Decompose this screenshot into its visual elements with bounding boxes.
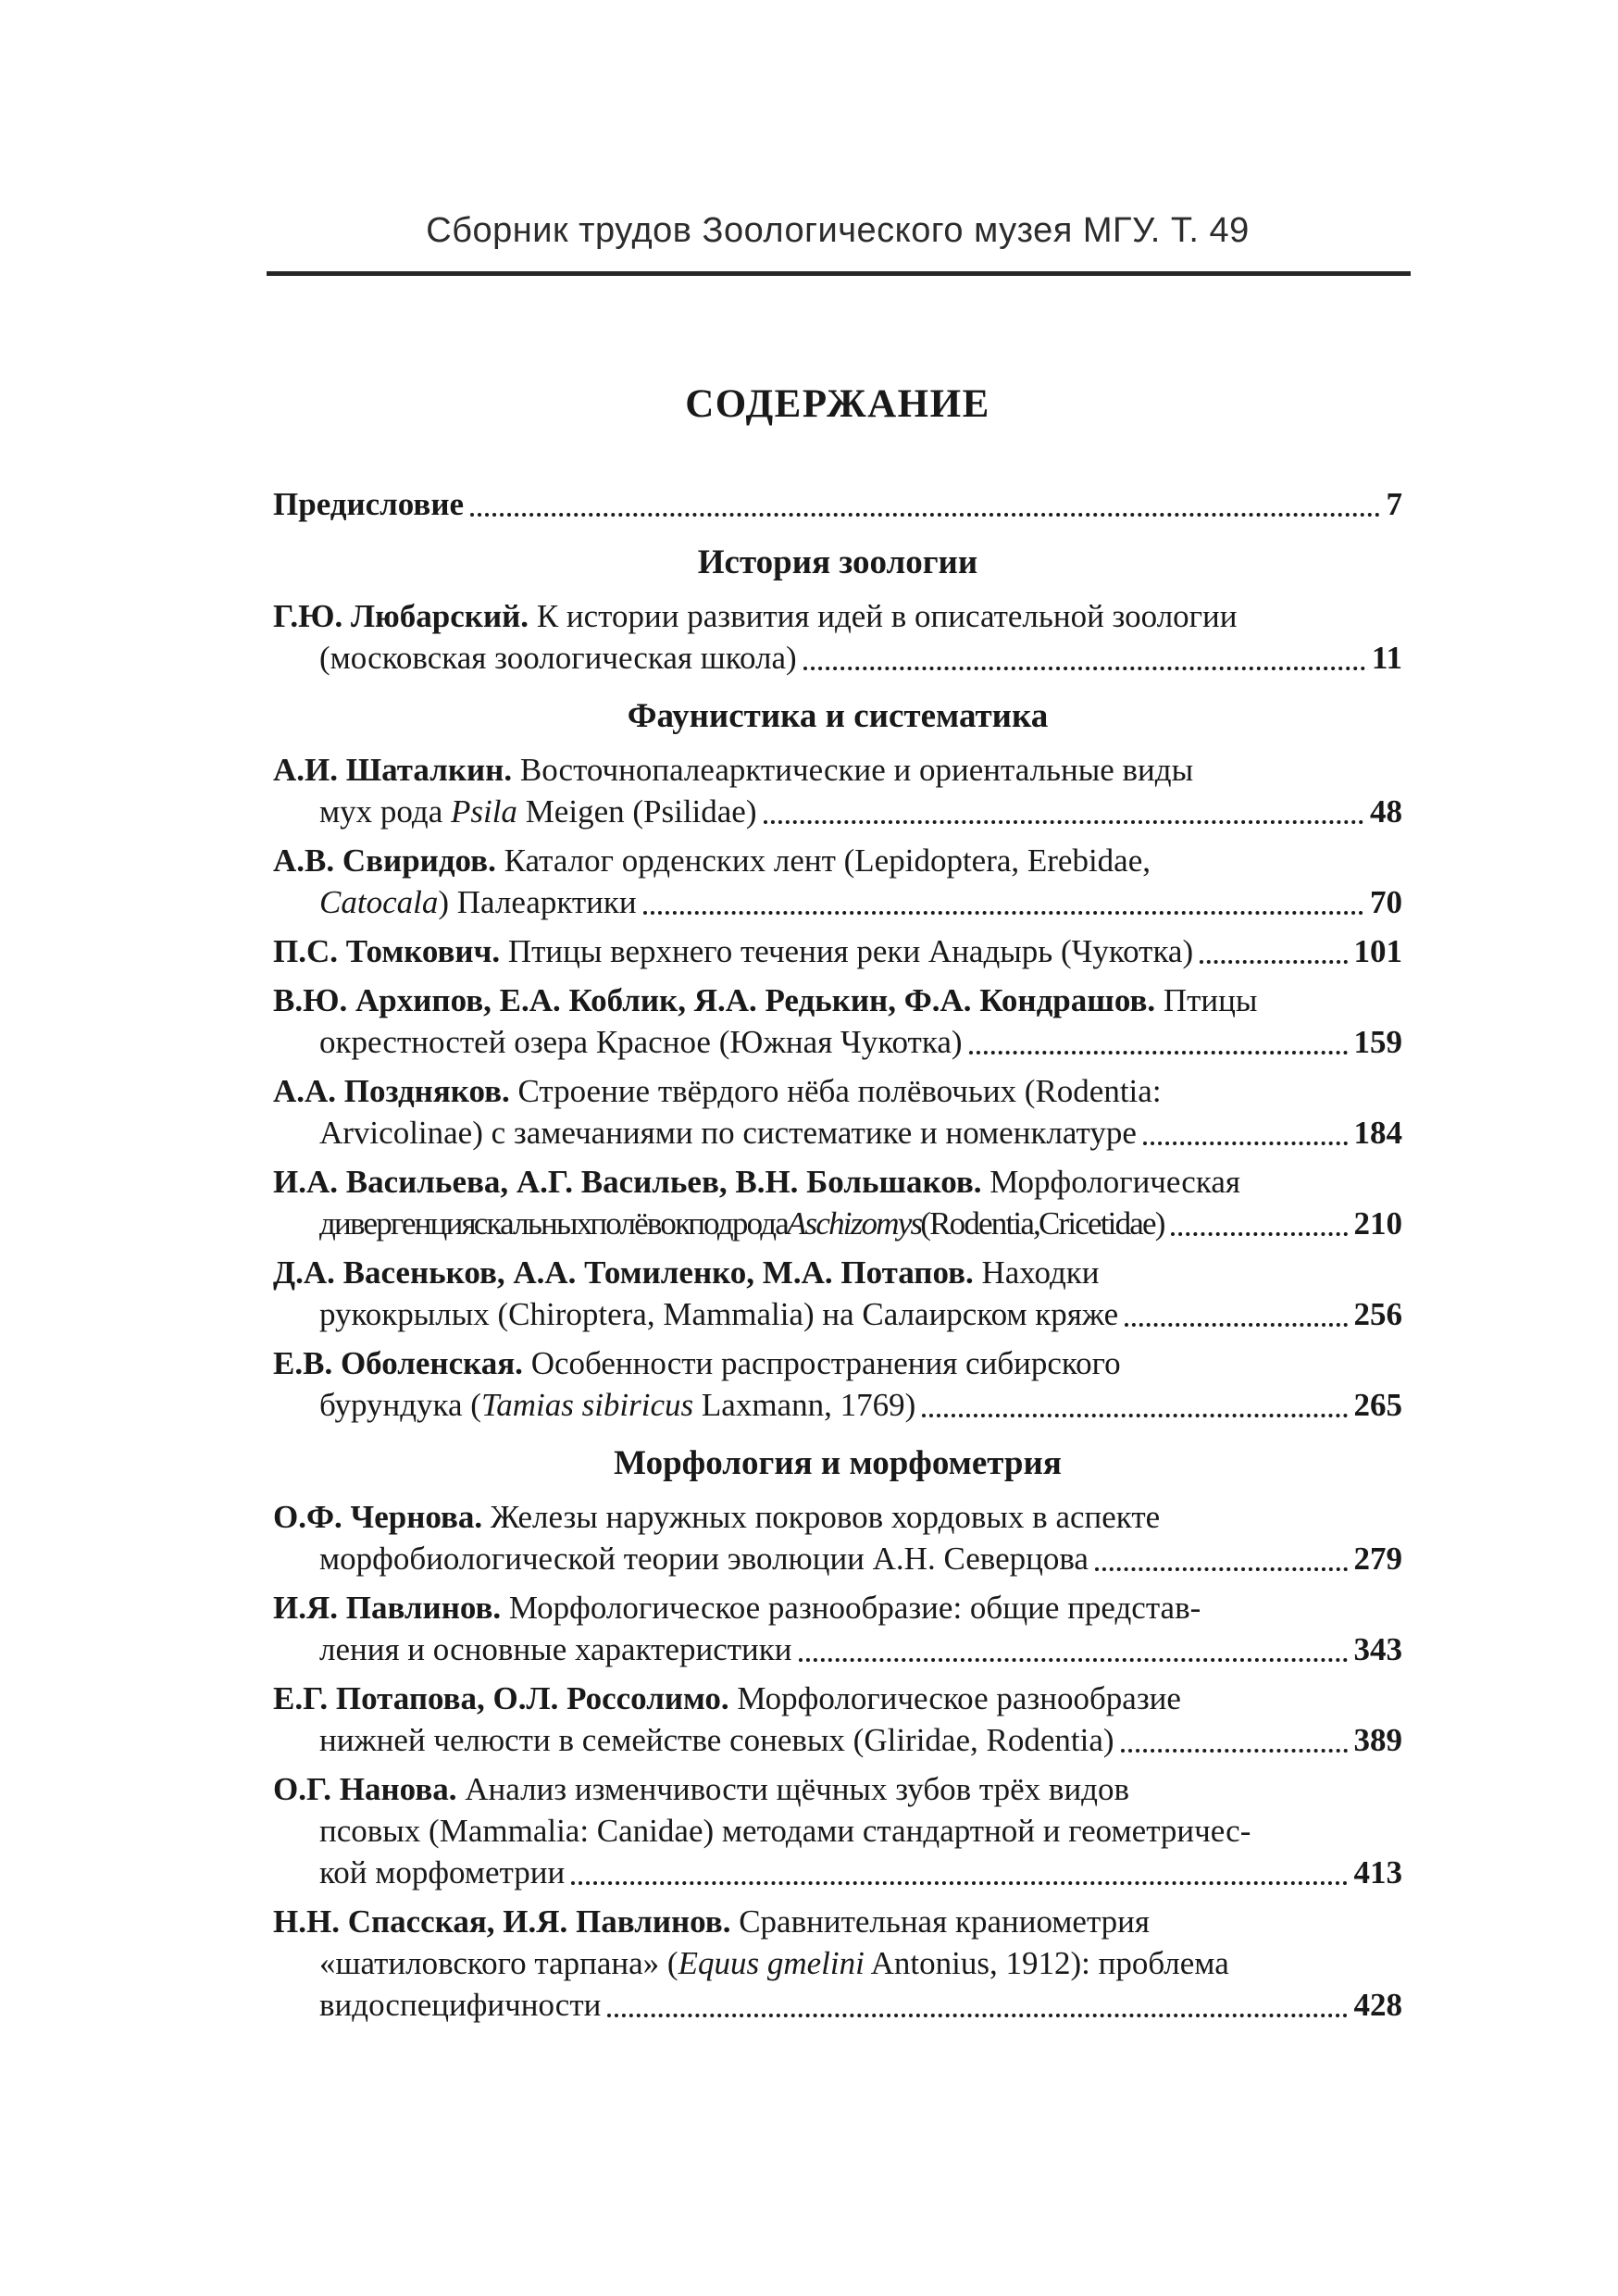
toc-entry-title: нижней челюсти в семействе соневых (Gliridae, Rodentia) xyxy=(319,1722,1114,1758)
toc-entry-authors: П.С. Томкович. xyxy=(273,933,501,969)
toc-line xyxy=(273,1021,1402,1063)
toc-entry-title: окрестностей озера Красное (Южная Чукотка) xyxy=(319,1024,963,1060)
toc-latin-name: Aschizomys xyxy=(786,1205,922,1242)
toc-entry-title: видоспецифичности xyxy=(319,1987,602,2023)
toc-line xyxy=(273,980,1402,1021)
toc-entry-authors: А.И. Шаталкин. xyxy=(273,752,513,788)
toc-page-number: 413 xyxy=(1353,1854,1402,1890)
toc-section-heading: Морфология и морфометрия xyxy=(614,1444,1062,1482)
toc-entry xyxy=(273,749,1402,832)
toc-entry-title: Meigen (Psilidae) xyxy=(517,793,757,830)
toc-entry-title: Морфологическая xyxy=(981,1164,1240,1200)
toc-dot-leader xyxy=(764,820,1364,824)
toc-entry-title: псовых (Mammalia: Canidae) методами стандартной и геометричес- xyxy=(319,1813,1251,1849)
toc-line xyxy=(273,881,1402,923)
toc-entry xyxy=(273,1342,1402,1426)
toc-entry xyxy=(273,1161,1402,1244)
toc-page-number: 11 xyxy=(1371,640,1402,676)
toc-line xyxy=(273,1942,1402,1984)
toc-line xyxy=(273,1587,1402,1628)
toc-latin-name: Catocala xyxy=(319,884,439,920)
toc-line xyxy=(273,595,1402,637)
toc-entry-title: Птицы верхнего течения реки Анадырь (Чукотка) xyxy=(500,933,1194,969)
toc-entry-authors: В.Ю. Архипов, Е.А. Коблик, Я.А. Редькин, Ф.А. Кондрашов. xyxy=(273,982,1156,1018)
toc-line xyxy=(273,930,1402,972)
toc-line xyxy=(273,1203,1402,1244)
toc-entry-title: Antonius, 1912): проблема xyxy=(864,1945,1229,1981)
toc-entry xyxy=(273,1768,1402,1893)
toc-line xyxy=(273,1628,1402,1670)
toc-page-number: 48 xyxy=(1370,793,1402,830)
toc-page-number: 159 xyxy=(1353,1024,1402,1060)
toc-page-number: 343 xyxy=(1353,1631,1402,1667)
toc-latin-name: Psila xyxy=(450,793,517,830)
toc-dot-leader xyxy=(799,1658,1348,1662)
toc-section-heading: История зоологии xyxy=(697,543,978,581)
toc-dot-leader xyxy=(607,2014,1347,2017)
toc-dot-leader xyxy=(470,513,1379,517)
toc-dot-leader xyxy=(1171,1232,1348,1236)
toc-page-number: 279 xyxy=(1353,1541,1402,1577)
toc-page-number: 256 xyxy=(1353,1296,1402,1332)
toc-entry-title: Восточнопалеарктические и ориентальные виды xyxy=(512,752,1194,788)
toc-entry-authors: И.А. Васильева, А.Г. Васильев, В.Н. Большаков. xyxy=(273,1164,982,1200)
toc-line xyxy=(273,483,1402,525)
toc-entry-title: (московская зоологическая школа) xyxy=(319,640,797,676)
toc-page-number: 184 xyxy=(1353,1115,1402,1151)
toc-entry-authors: О.Ф. Чернова. xyxy=(273,1499,483,1535)
toc-entry-title: Laxmann, 1769) xyxy=(693,1387,916,1423)
toc-section-heading: Фаунистика и систематика xyxy=(627,697,1049,735)
toc-line xyxy=(273,1719,1402,1761)
toc-entry-title: ления и основные характеристики xyxy=(319,1631,792,1667)
toc-line xyxy=(273,1984,1402,2026)
toc-page-number: 210 xyxy=(1353,1205,1402,1242)
toc-line xyxy=(273,1678,1402,1719)
toc-entry-authors: Предисловие xyxy=(273,486,465,522)
toc-dot-leader xyxy=(1143,1142,1348,1145)
toc-entry-title: Сравнительная краниометрия xyxy=(730,1903,1151,1940)
toc-line xyxy=(273,1342,1402,1384)
toc-entry xyxy=(273,1901,1402,2026)
toc-line xyxy=(273,1384,1402,1426)
toc-entry-authors: Е.В. Оболенская. xyxy=(273,1345,523,1381)
toc-entry xyxy=(273,595,1402,679)
toc-entry-title: Каталог орденских лент (Lepidoptera, Erebidae, xyxy=(495,842,1151,879)
toc-entry-title: «шатиловского тарпана» ( xyxy=(319,1945,678,1981)
toc-entry-authors: Н.Н. Спасская, И.Я. Павлинов. xyxy=(273,1903,731,1940)
toc-dot-leader xyxy=(643,911,1363,915)
toc-entry-title: Arvicolinae) с замечаниями по систематике и номенклатуре xyxy=(319,1115,1137,1151)
toc-line xyxy=(273,1070,1402,1112)
toc-dot-leader xyxy=(922,1414,1347,1417)
toc-entry-title: кой морфометрии xyxy=(319,1854,566,1890)
toc-dot-leader xyxy=(1095,1567,1348,1571)
toc-list xyxy=(273,483,1402,2026)
toc-dot-leader xyxy=(803,667,1365,670)
toc-title: СОДЕРЖАНИЕ xyxy=(685,382,990,426)
toc-line xyxy=(273,1496,1402,1538)
toc-entry-title: Анализ изменчивости щёчных зубов трёх видов xyxy=(456,1771,1130,1807)
toc-line xyxy=(273,1901,1402,1942)
toc-entry xyxy=(273,980,1402,1063)
toc-line xyxy=(273,1768,1402,1810)
toc-entry-title: бурундука ( xyxy=(319,1387,481,1423)
toc-entry-title: Особенности распространения сибирского xyxy=(522,1345,1121,1381)
toc-entry-title: К истории развития идей в описательной зоологии xyxy=(529,598,1238,634)
toc-page-number: 70 xyxy=(1370,884,1402,920)
toc-line xyxy=(273,840,1402,881)
toc-line xyxy=(273,1293,1402,1335)
toc-entry xyxy=(273,1252,1402,1335)
toc-entry-authors: Г.Ю. Любарский. xyxy=(273,598,529,634)
toc-entry-title: Строение твёрдого нёба полёвочьих (Rodentia: xyxy=(509,1073,1162,1109)
toc-page-number: 265 xyxy=(1353,1387,1402,1423)
toc-line xyxy=(273,1112,1402,1154)
toc-page-number: 7 xyxy=(1386,486,1402,522)
toc-dot-leader xyxy=(1200,960,1347,964)
toc-page-number: 101 xyxy=(1353,933,1402,969)
toc-entry-title: Находки xyxy=(973,1254,1100,1291)
toc-entry-authors: О.Г. Нанова. xyxy=(273,1771,457,1807)
running-header: Сборник трудов Зоологического музея МГУ. Т. 49 xyxy=(426,211,1250,250)
toc-entry-title: морфобиологической теории эволюции А.Н. Северцова xyxy=(319,1541,1089,1577)
toc-entry xyxy=(273,483,1402,525)
toc-entry xyxy=(273,1587,1402,1670)
toc-latin-name: Tamias sibiricus xyxy=(480,1387,694,1423)
toc-entry-authors: И.Я. Павлинов. xyxy=(273,1590,502,1626)
table-of-contents xyxy=(273,381,1402,2033)
toc-entry xyxy=(273,840,1402,923)
toc-entry xyxy=(273,1070,1402,1154)
toc-dot-leader xyxy=(571,1881,1347,1885)
toc-entry-title: мух рода xyxy=(319,793,451,830)
header-rule xyxy=(267,271,1411,276)
toc-entry-authors: А.А. Поздняков. xyxy=(273,1073,510,1109)
toc-entry-title: Морфологическое разнообразие xyxy=(728,1680,1181,1716)
toc-line xyxy=(273,749,1402,791)
toc-latin-name: Equus gmelini xyxy=(678,1945,865,1981)
toc-line xyxy=(273,1161,1402,1203)
toc-entry-title: ) Палеарктики xyxy=(438,884,637,920)
toc-entry xyxy=(273,1678,1402,1761)
toc-entry-authors: Д.А. Васеньков, А.А. Томиленко, М.А. Потапов. xyxy=(273,1254,974,1291)
toc-dot-leader xyxy=(1121,1749,1348,1753)
toc-entry-title: рукокрылых (Chiroptera, Mammalia) на Салаирском кряже xyxy=(319,1296,1119,1332)
toc-entry-title: дивергенция скальных полёвок подрода xyxy=(319,1205,787,1242)
toc-line xyxy=(273,1810,1402,1852)
toc-entry-title: (Rodentia, Cricetidae) xyxy=(921,1205,1164,1242)
toc-entry-authors: Е.Г. Потапова, О.Л. Россолимо. xyxy=(273,1680,729,1716)
toc-line xyxy=(273,1852,1402,1893)
toc-page-number: 389 xyxy=(1353,1722,1402,1758)
toc-entry xyxy=(273,1496,1402,1579)
toc-line xyxy=(273,1252,1402,1293)
toc-line xyxy=(273,637,1402,679)
toc-entry xyxy=(273,930,1402,972)
toc-page-number: 428 xyxy=(1353,1987,1402,2023)
toc-entry-title: Железы наружных покровов хордовых в аспекте xyxy=(482,1499,1161,1535)
toc-dot-leader xyxy=(1125,1323,1347,1327)
toc-line xyxy=(273,1538,1402,1579)
toc-entry-authors: А.В. Свиридов. xyxy=(273,842,496,879)
toc-line xyxy=(273,791,1402,832)
toc-entry-title: Птицы xyxy=(1155,982,1258,1018)
toc-dot-leader xyxy=(969,1051,1348,1054)
toc-entry-title: Морфологическое разнообразие: общие представ- xyxy=(501,1590,1201,1626)
